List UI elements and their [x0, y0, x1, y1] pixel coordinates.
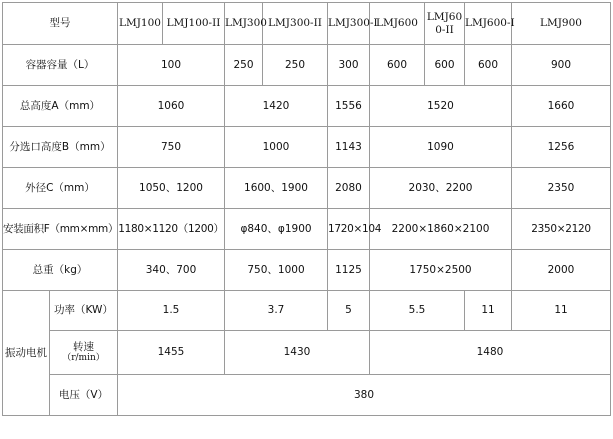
power-value: 3.7 [225, 291, 328, 331]
diameter-value: 2350 [512, 168, 611, 209]
outlet-height-value: 1090 [370, 127, 512, 168]
speed-value: 1455 [118, 331, 225, 375]
height-label: 总高度A（mm） [3, 86, 118, 127]
model-cell: LMJ300-II [263, 3, 328, 45]
diameter-value: 1600、1900 [225, 168, 328, 209]
capacity-value: 600 [370, 45, 425, 86]
diameter-value: 1050、1200 [118, 168, 225, 209]
model-cell: LMJ900 [512, 3, 611, 45]
area-value: 1180×1120（1200） [118, 209, 225, 250]
outlet-height-value: 1256 [512, 127, 611, 168]
model-cell: LMJ300-Ⅰ [328, 3, 370, 45]
power-label: 功率（KW） [50, 291, 118, 331]
area-value: 1720×104 [328, 209, 370, 250]
capacity-label: 容器容量（L） [3, 45, 118, 86]
area-label: 安装面积F（mm×mm） [3, 209, 118, 250]
height-value: 1060 [118, 86, 225, 127]
capacity-value: 600 [425, 45, 465, 86]
outlet-height-value: 1143 [328, 127, 370, 168]
model-cell: LMJ600 [370, 3, 425, 45]
power-value: 5 [328, 291, 370, 331]
height-row [3, 86, 611, 127]
speed-label [50, 331, 118, 375]
model-cell: LMJ100 [118, 3, 163, 45]
diameter-value: 2030、2200 [370, 168, 512, 209]
header-row [3, 3, 611, 45]
speed-value: 1480 [370, 331, 611, 375]
outlet-height-value: 1000 [225, 127, 328, 168]
capacity-value: 250 [263, 45, 328, 86]
capacity-row [3, 45, 611, 86]
area-value: 2200×1860×2100 [370, 209, 512, 250]
weight-value: 340、700 [118, 250, 225, 291]
capacity-value: 600 [465, 45, 512, 86]
spec-table [2, 2, 611, 416]
power-value: 1.5 [118, 291, 225, 331]
model-header-label: 型号 [3, 3, 118, 45]
speed-value: 1430 [225, 331, 370, 375]
capacity-value: 250 [225, 45, 263, 86]
weight-value: 750、1000 [225, 250, 328, 291]
weight-value: 1750×2500 [370, 250, 512, 291]
model-cell: LMJ300 [225, 3, 263, 45]
model-cell: LMJ600-II [425, 3, 465, 45]
power-value: 11 [512, 291, 611, 331]
speed-label-line2: （r/min） [62, 353, 105, 364]
weight-value: 1125 [328, 250, 370, 291]
outlet-height-value: 750 [118, 127, 225, 168]
diameter-row [3, 168, 611, 209]
capacity-value: 300 [328, 45, 370, 86]
speed-label-line1: 转速 [73, 341, 94, 354]
height-value: 1556 [328, 86, 370, 127]
area-row [3, 209, 611, 250]
capacity-value: 900 [512, 45, 611, 86]
motor-group-label: 振动电机 [3, 291, 50, 416]
diameter-label: 外径C（mm） [3, 168, 118, 209]
model-cell: LMJ100-II [163, 3, 225, 45]
weight-row [3, 250, 611, 291]
motor-power-row [3, 291, 611, 331]
power-value: 11 [465, 291, 512, 331]
diameter-value: 2080 [328, 168, 370, 209]
height-value: 1420 [225, 86, 328, 127]
outlet-height-label: 分选口高度B（mm） [3, 127, 118, 168]
capacity-value: 100 [118, 45, 225, 86]
weight-label: 总重（kg） [3, 250, 118, 291]
model-cell: LMJ600-Ⅰ [465, 3, 512, 45]
height-value: 1520 [370, 86, 512, 127]
height-value: 1660 [512, 86, 611, 127]
area-value: 2350×2120 [512, 209, 611, 250]
motor-voltage-row [3, 375, 611, 416]
voltage-label: 电压（V） [50, 375, 118, 416]
motor-speed-row [3, 331, 611, 375]
voltage-value: 380 [118, 375, 611, 416]
area-value: φ840、φ1900 [225, 209, 328, 250]
power-value: 5.5 [370, 291, 465, 331]
weight-value: 2000 [512, 250, 611, 291]
outlet-height-row [3, 127, 611, 168]
